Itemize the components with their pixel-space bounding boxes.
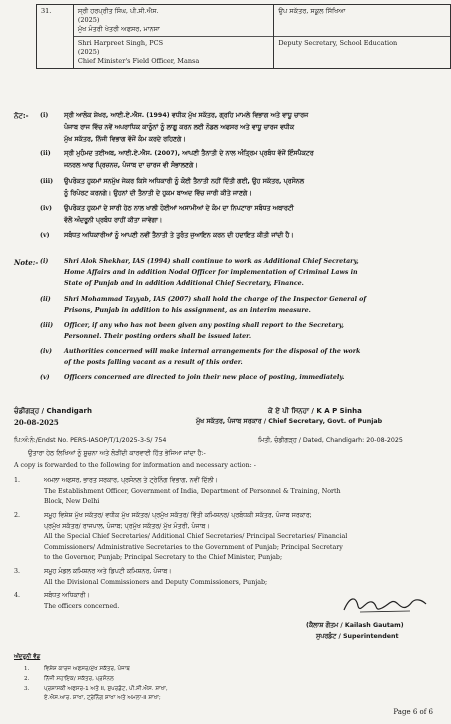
pa-note-number: (v) — [40, 232, 50, 239]
internal-heading: ਅੰਦਰੂਨੀ ਵੰਡ — [14, 654, 41, 660]
recipient-line: ਸਮੂਹ ਮੰਡਲ ਕਮਿਸ਼ਨਰ ਅਤੇ ਡਿਪਟੀ ਕਮਿਸ਼ਨਰ, ਪੰਜਾਬ। — [44, 568, 172, 575]
pa-note-line: ਮੁੱਖ ਸਕੱਤਰ, ਨਿੱਜੀ ਵਿਭਾਗ ਵੱਜੋਂ ਕੰਮ ਕਰਦੇ ਰਹਿਣਗੇ। — [64, 136, 186, 143]
new-post-cell — [274, 5, 451, 69]
order-date: 20-08-2025 — [14, 418, 59, 427]
recipient-line: Commissioners/ Administrative Secretaries to the Government of Punjab; Principal Secretary — [44, 543, 343, 551]
pa-note-line: ਨੂੰ ਰਿਪੋਰਟ ਕਰਨਗੇ। ਉਹਨਾਂ ਦੀ ਤੈਨਾਤੀ ਦੇ ਹੁਕਮ ਬਾਅਦ ਵਿੱਚ ਜਾਰੀ ਕੀਤੇ ਜਾਣਗੇ। — [64, 190, 252, 197]
pa-note-line: ਵੱਲੋਂ ਅੰਦਰੂਨੀ ਪ੍ਰਬੰਧ ਰਾਹੀਂ ਕੀਤਾ ਜਾਵੇਗਾ। — [64, 217, 163, 224]
recipient-line: to the Governor, Punjab; Principal Secretary to the Chief Minister, Punjab; — [44, 554, 283, 561]
en-note-line: of the posts falling vacant as a result of this order. — [64, 359, 243, 366]
officer-year-en: (2025) — [77, 48, 100, 56]
internal-line: ਨਿੱਜੀ ਸਹਾਇਕ/ ਸਕੱਤਰ, ਪ੍ਰਸੋਨਲ — [44, 676, 114, 682]
en-note-label: Note:- — [14, 258, 39, 267]
recipient-number: 3. — [14, 568, 21, 575]
pa-note-number: (iv) — [40, 205, 53, 212]
signer-name: ਕੇ ਏ ਪੀ ਸਿਨਹਾ / K A P Sinha — [268, 407, 362, 415]
en-note-line: Prisons, Punjab in addition to his assignment, as an interim measure. — [64, 307, 311, 314]
internal-number: 2. — [24, 676, 30, 682]
endst-date: ਮਿਤੀ, ਚੰਡੀਗੜ੍ਹ / Dated, Chandigarh: 20-08-2025 — [258, 437, 403, 444]
recipient-line: All the Divisional Commissioners and Deputy Commissioners, Punjab; — [44, 578, 268, 586]
internal-number: 1. — [24, 666, 30, 672]
en-note-line: Officer, if any who has not been given any posting shall report to the Secretary, — [64, 322, 344, 329]
cell-divider — [274, 36, 450, 37]
signer-designation: ਮੁੱਖ ਸਕੱਤਰ, ਪੰਜਾਬ ਸਰਕਾਰ / Chief Secretary, Govt. of Punjab — [196, 418, 383, 425]
pa-note-line: ਉਪਰੋਕਤ ਹੁਕਮਾਂ ਦੇ ਸਾਰੀ ਹੇਠ ਨਾਲ ਖਾਲੀ ਹੋਈਆਂ ਅਸਾਮੀਆਂ ਦੇ ਕੰਮ ਦਾ ਨਿਪਟਾਰਾ ਸਬੰਧਤ ਅਥਾਰਟੀ — [64, 205, 294, 212]
internal-line: ਪ੍ਰਸ਼ਾਸਕੀ ਅਫਸਰ-1 ਅਤੇ II, ਸੁਪਰਡੰਟ, ਪੀ.ਸੀ.ਐਸ. ਸ਼ਾਖਾ, — [44, 686, 168, 692]
internal-number: 3. — [24, 686, 30, 692]
serial-number: 31. — [41, 7, 52, 15]
en-note-line: Shri Alok Shekhar, IAS (1994) shall continue to work as Additional Chief Secretary, — [64, 258, 359, 265]
pa-note-line: ਉਪਰੋਕਤ ਹੁਕਮਾਂ ਸਨਮੁੱਖ ਜੇਕਰ ਕਿਸੇ ਅਧਿਕਾਰੀ ਨੂੰ ਕੋਈ ਤੈਨਾਤੀ ਨਹੀਂ ਦਿੱਤੀ ਗਈ, ਉਹ ਸਕੱਤਰ, ਪ੍ਰਸੋਨਲ — [64, 178, 304, 185]
recipient-line: The officers concerned. — [44, 602, 120, 610]
en-note-number: (iv) — [40, 348, 53, 355]
internal-line: ਏ.ਐਸ.ਆਰ. ਸ਼ਾਖਾ, ਟ੍ਰੇਨਿੰਗ ਸ਼ਾਖਾ ਅਤੇ ਅਮਲਾ-II ਸ਼ਾਖਾ; — [44, 695, 161, 701]
pa-note-number: (iii) — [40, 178, 54, 185]
new-post-pa: ਉਪ ਸਕੱਤਰ, ਸਕੂਲ ਸਿੱਖਿਆ — [278, 7, 346, 15]
new-post-en: Deputy Secretary, School Education — [278, 39, 398, 47]
en-note-number: (ii) — [40, 296, 51, 303]
en-note-number: (iii) — [40, 322, 54, 329]
en-note-line: State of Punjab and in addition Additional Chief Secretary, Finance. — [64, 280, 304, 287]
officer-name-en: Shri Harpreet Singh, PCS — [77, 39, 164, 47]
copy-forward-pa: ਉਤਾਰਾ ਹੇਠ ਲਿਖਿਆਂ ਨੂੰ ਸੂਚਨਾ ਅਤੇ ਲੋੜੀਂਦੀ ਕਾਰਵਾਈ ਹਿੱਤ ਭੇਜਿਆ ਜਾਂਦਾ ਹੈ:- — [28, 450, 206, 457]
en-note-line: Officers concerned are directed to join their new place of posting, immediately. — [64, 374, 345, 381]
recipient-number: 2. — [14, 512, 21, 519]
table-row — [37, 5, 451, 69]
recipient-number: 4. — [14, 592, 21, 599]
pa-note-line: ਸ੍ਰੀ ਮੁਹੰਮਦ ਤਈਅਬ, ਆਈ.ਏ.ਐਸ. (2007), ਆਪਣੀ ਤੈਨਾਤੀ ਦੇ ਨਾਲ ਅੰਤ੍ਰਿਮ ਪ੍ਰਬੰਧ ਵੱਜੋਂ ਇੰਸਪੈਕਟਰ — [64, 150, 314, 157]
signature-image — [340, 590, 430, 620]
recipient-line: Block, New Delhi — [44, 498, 100, 505]
pa-note-label: ਨੋਟ:- — [14, 112, 29, 120]
en-note-number: (v) — [40, 374, 50, 381]
pa-note-line: ਸ੍ਰੀ ਆਲੋਕ ਸ਼ੇਖਰ, ਆਈ.ਏ.ਐਸ. (1994) ਵਧੀਕ ਮੁੱਖ ਸਕੱਤਰ, ਗ੍ਰਹਿ ਮਾਮਲੇ ਵਿਭਾਗ ਅਤੇ ਵਾਧੂ ਚਾਰਜ — [64, 112, 309, 119]
serial-cell — [37, 5, 74, 69]
recipient-line: ਸਮੂਹ ਵਿਸ਼ੇਸ਼ ਮੁੱਖ ਸਕੱਤਰ/ ਵਧੀਕ ਮੁੱਖ ਸਕੱਤਰ/ ਪ੍ਰਮੁੱਖ ਸਕੱਤਰ/ ਵਿੱਤੀ ਕਮਿਸ਼ਨਰ/ ਪ੍ਰਬੰਧਕੀ ਸਕੱਤਰ, ਪੰਜਾਬ ਸਰਕਾਰ; — [44, 512, 312, 519]
recipient-line: ਸਬੰਧਤ ਅਧਿਕਾਰੀ। — [44, 592, 90, 599]
recipient-line: The Establishment Officer, Government of India, Department of Personnel & Training, North — [44, 487, 341, 495]
officer-post-en: Chief Minister's Field Officer, Mansa — [77, 57, 200, 65]
en-note-line: Home Affairs and in addition Nodal Officer for implementation of Criminal Laws in — [64, 269, 358, 276]
en-note-line: Personnel. Their posting orders shall be issued later. — [64, 333, 252, 340]
officer-year-pa: (2025) — [77, 16, 100, 24]
copy-forward-en: A copy is forwarded to the following for information and necessary action: - — [14, 462, 256, 469]
recipient-line: ਪ੍ਰਮੁੱਖ ਸਕੱਤਰ/ ਰਾਜਪਾਲ, ਪੰਜਾਬ; ਪ੍ਰਮੁੱਖ ਸਕੱਤਰ/ ਮੁੱਖ ਮੰਤਰੀ, ਪੰਜਾਬ। — [44, 522, 210, 530]
internal-line: ਵਿਸ਼ੇਸ਼ ਕਾਰਜ ਅਫਸਰ/ਮੁੱਖ ਸਕੱਤਰ, ਪੰਜਾਬ — [44, 666, 130, 672]
cell-divider — [74, 36, 273, 37]
officer-post-pa: ਮੁੱਖ ਮੰਤਰੀ ਖੇਤਰੀ ਅਫਸਰ, ਮਾਨਸਾ — [77, 25, 160, 33]
recipient-line: ਅਮਲਾ ਅਫਸਰ, ਭਾਰਤ ਸਰਕਾਰ, ਪ੍ਰਸੋਨਲ ਤੇ ਟ੍ਰੇਨਿੰਗ ਵਿਭਾਗ, ਨਵੀਂ ਦਿੱਲੀ। — [44, 477, 218, 484]
pa-note-line: ਪੰਜਾਬ ਰਾਜ ਵਿੱਚ ਨਵੇਂ ਅਪਰਾਧਿਕ ਕਾਨੂੰਨਾਂ ਨੂੰ ਲਾਗੂ ਕਰਨ ਲਈ ਨੋਡਲ ਅਫਸਰ ਅਤੇ ਵਾਧੂ ਚਾਰਜ ਵਧੀਕ — [64, 124, 295, 131]
en-note-line: Shri Mohammad Tayyab, IAS (2007) shall hold the charge of the Inspector General of — [64, 296, 367, 303]
officer-name-pa: ਸ੍ਰੀ ਹਰਪ੍ਰੀਤ ਸਿੰਘ, ਪੀ.ਸੀ.ਐਸ. — [77, 7, 159, 15]
posting-table — [36, 4, 451, 69]
pa-note-number: (i) — [40, 112, 49, 119]
recipient-line: All the Special Chief Secretaries/ Additional Chief Secretaries/ Principal Secretaries/ Financial — [44, 533, 348, 540]
en-note-number: (i) — [40, 258, 49, 265]
pa-note-number: (ii) — [40, 150, 51, 157]
officer-cell — [73, 5, 273, 69]
recipient-number: 1. — [14, 477, 21, 484]
en-note-line: Authorities concerned will make internal arrangements for the disposal of the work — [64, 348, 361, 355]
endst-number: ਪਿ:ਅੰ:ਨੰ:/Endst No. PERS-IASOP/T/1/2025-3-S/ 754 — [14, 437, 167, 444]
pa-note-line: ਸਬੰਧਤ ਅਧਿਕਾਰੀਆਂ ਨੂੰ ਆਪਣੀ ਨਵੀਂ ਤੈਨਾਤੀ ਤੇ ਤੁਰੰਤ ਜੁਆਇਨ ਕਰਨ ਦੀ ਹਦਾਇਤ ਕੀਤੀ ਜਾਂਦੀ ਹੈ। — [64, 232, 294, 239]
signoff-name: (ਕੈਲਾਸ਼ ਗੌਤਮ / Kailash Gautam) — [306, 622, 404, 629]
page-number: Page 6 of 6 — [393, 708, 433, 716]
pa-note-line: ਜਨਰਲ ਆਫ ਪ੍ਰਿਜ਼ਨਜ਼, ਪੰਜਾਬ ਦਾ ਚਾਰਜ ਵੀ ਸੰਭਾਲਣਗੇ। — [64, 162, 198, 169]
signoff-title: ਸੁਪਰਡੰਟ / Superintendent — [316, 633, 399, 640]
place-label: ਚੰਡੀਗੜ੍ਹ / Chandigarh — [14, 407, 92, 415]
